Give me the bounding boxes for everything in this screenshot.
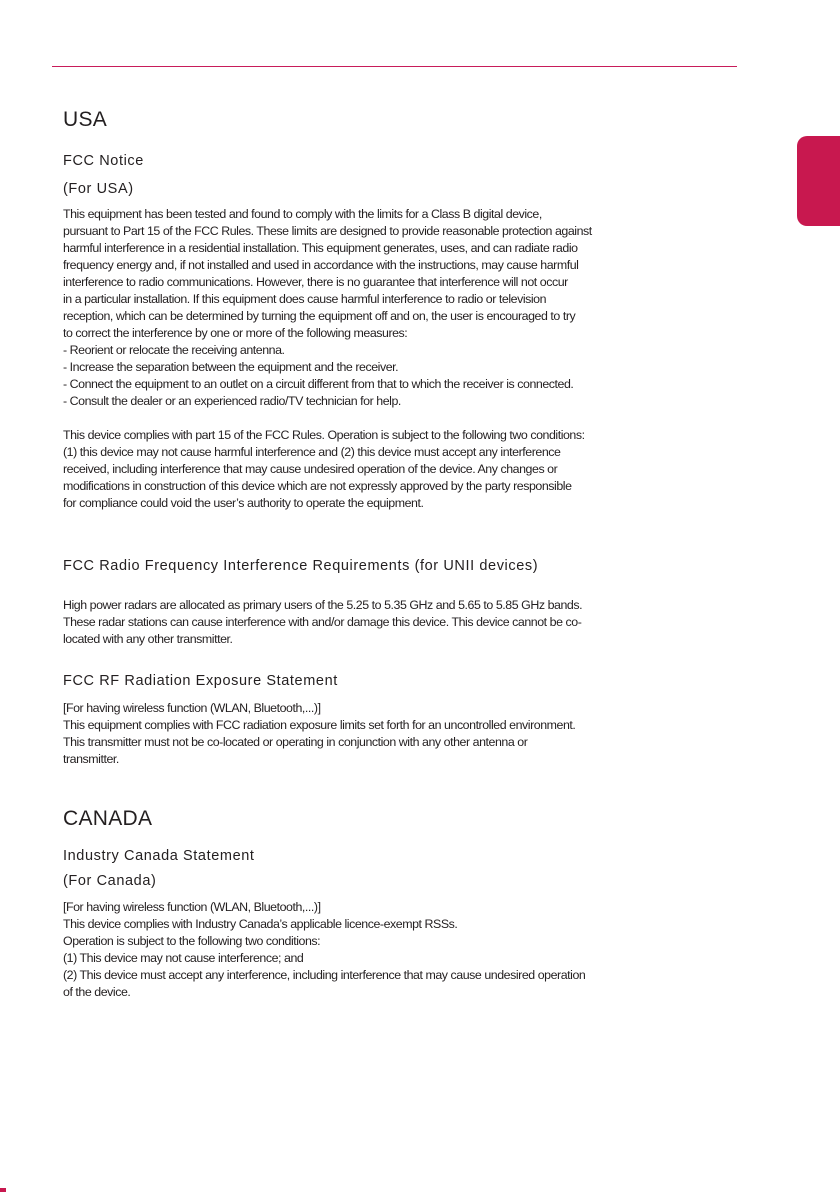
unii-title: FCC Radio Frequency Interference Requirements (for UNII devices) [63, 558, 539, 574]
language-side-tab [797, 136, 840, 226]
fcc-compliance-body: This device complies with part 15 of the FCC Rules. Operation is subject to the following two conditions: (1) this device may not cause harmful interference and (2) this device must accept any interference received, including interference that may cause undesired operation of the device. Any changes or modifications in construction of this device which are not expressly approved by the party responsible for compliance could void the user’s authority to operate the equipment. [63, 428, 585, 510]
rf-exposure-body: [For having wireless function (WLAN, Bluetooth,...)] This equipment complies with FCC radiation exposure limits set forth for an uncontrolled environment. This transmitter must not be co-located or operating in conjunction with any other antenna or transmitter. [63, 701, 576, 766]
industry-canada-body: [For having wireless function (WLAN, Bluetooth,...)] This device complies with Industry Canada’s applicable licence-exempt RSSs. Operation is subject to the following two conditions: (1) This device may not cause interference; and (2) This device must accept any interference, including interference that may cause undesired operation of the device. [63, 900, 586, 999]
industry-canada-subtitle: (For Canada) [63, 873, 157, 889]
usa-heading: USA [63, 108, 108, 131]
fcc-notice-subtitle: (For USA) [63, 181, 134, 197]
industry-canada-title: Industry Canada Statement [63, 848, 255, 864]
measure-item: - Connect the equipment to an outlet on a circuit different from that to which the receiver is connected. [63, 377, 574, 391]
document-body [63, 105, 663, 1001]
measure-item: - Increase the separation between the equipment and the receiver. [63, 360, 399, 374]
header-rule [52, 66, 737, 67]
measure-item: - Reorient or relocate the receiving antenna. [63, 343, 285, 357]
canada-heading: CANADA [63, 807, 153, 830]
unii-body: High power radars are allocated as primary users of the 5.25 to 5.35 GHz and 5.65 to 5.85 GHz bands. These radar stations can cause interference with and/or damage this device. This device cannot be co- located with any other transmitter. [63, 598, 583, 646]
fcc-notice-title: FCC Notice [63, 153, 144, 169]
interference-measures-list [63, 342, 663, 410]
fcc-notice-body: This equipment has been tested and found to comply with the limits for a Class B digital device, pursuant to Part 15 of the FCC Rules. These limits are designed to provide reasonable protection against harmful interference in a residential installation. This equipment generates, uses, and can radiate radio frequency energy and, if not installed and used in accordance with the instructions, may cause harmful interference to radio communications. However, there is no guarantee that interference will not occur in a particular installation. If this equipment does cause harmful interference to radio or television reception, which can be determined by turning the equipment off and on, the user is encouraged to try to correct the interference by one or more of the following measures: [63, 207, 592, 340]
rf-exposure-title: FCC RF Radiation Exposure Statement [63, 673, 338, 689]
page-corner-mark [0, 1188, 6, 1192]
measure-item: - Consult the dealer or an experienced radio/TV technician for help. [63, 394, 401, 408]
